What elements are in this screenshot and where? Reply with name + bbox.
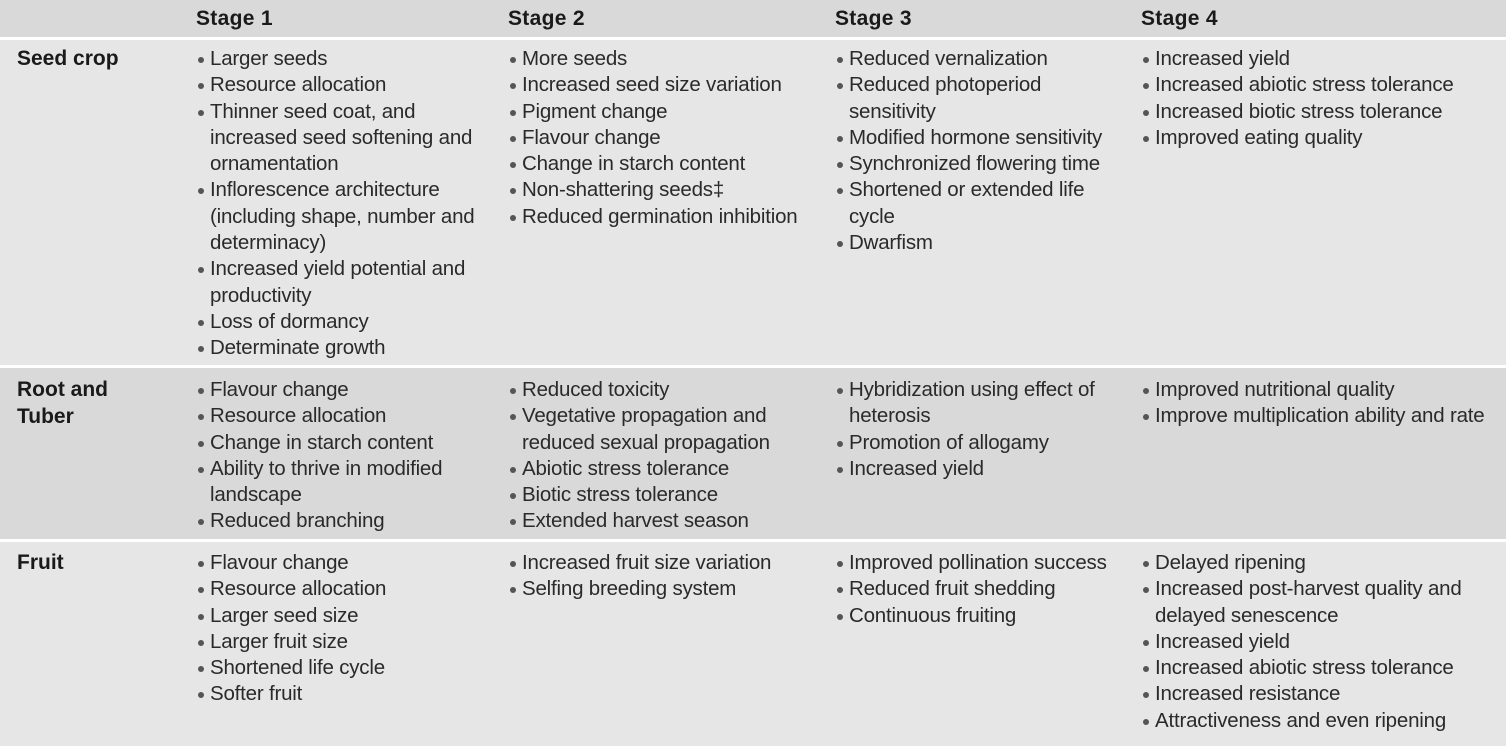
trait-item: Hybridization using effect of heterosis [835,377,1125,430]
trait-item: Reduced toxicity [508,377,818,403]
trait-item: Promotion of allogamy [835,430,1125,456]
trait-item: Change in starch content [196,430,496,456]
cell-root-tuber-stage-2 [508,377,818,535]
trait-item: Shortened or extended life cycle [835,177,1125,230]
trait-item: Flavour change [508,125,818,151]
trait-item: Increased post-harvest quality and delayed senescence [1141,576,1503,629]
table-row-fruit [0,542,1506,746]
trait-item: Larger seed size [196,603,496,629]
trait-item: Shortened life cycle [196,655,496,681]
trait-item: Continuous fruiting [835,603,1125,629]
trait-item: Biotic stress tolerance [508,482,818,508]
header-stage-1: Stage 1 [196,7,273,30]
trait-item: Vegetative propagation and reduced sexual propagation [508,403,818,456]
trait-item: Selfing breeding system [508,576,818,602]
row-label-seed-crop: Seed crop [17,47,119,70]
trait-item: Increased yield [1141,629,1503,655]
trait-item: Non-shattering seeds‡ [508,177,818,203]
cell-fruit-stage-3 [835,550,1125,629]
trait-item: More seeds [508,46,818,72]
trait-item: Loss of dormancy [196,309,496,335]
trait-item: Abiotic stress tolerance [508,456,818,482]
cell-seed-crop-stage-3 [835,46,1125,256]
trait-item: Flavour change [196,550,496,576]
trait-item: Reduced vernalization [835,46,1125,72]
trait-item: Synchronized flowering time [835,151,1125,177]
cell-seed-crop-stage-2 [508,46,818,230]
trait-item: Increased resistance [1141,681,1503,707]
trait-item: Improved pollination success [835,550,1125,576]
trait-item: Improved nutritional quality [1141,377,1503,403]
cell-root-tuber-stage-3 [835,377,1125,482]
trait-item: Determinate growth [196,335,496,361]
trait-item: Attractiveness and even ripening [1141,708,1503,734]
trait-item: Reduced branching [196,508,496,534]
trait-item: Increased yield potential and productivity [196,256,496,309]
row-label-fruit: Fruit [17,551,64,574]
trait-item: Pigment change [508,99,818,125]
cell-fruit-stage-1 [196,550,496,708]
trait-item: Increased abiotic stress tolerance [1141,72,1503,98]
cell-fruit-stage-2 [508,550,818,603]
trait-item: Resource allocation [196,576,496,602]
trait-item: Increased yield [835,456,1125,482]
trait-item: Larger seeds [196,46,496,72]
header-stage-3: Stage 3 [835,7,912,30]
trait-item: Ability to thrive in modified landscape [196,456,496,509]
trait-item: Improved eating quality [1141,125,1503,151]
trait-item: Softer fruit [196,681,496,707]
trait-item: Modified hormone sensitivity [835,125,1125,151]
trait-item: Resource allocation [196,403,496,429]
header-stage-2: Stage 2 [508,7,585,30]
table-row-root-and-tuber [0,368,1506,539]
trait-item: Larger fruit size [196,629,496,655]
trait-item: Inflorescence architecture (including shape, number and determinacy) [196,177,496,256]
trait-item: Delayed ripening [1141,550,1503,576]
trait-item: Thinner seed coat, and increased seed softening and ornamentation [196,99,496,178]
trait-item: Flavour change [196,377,496,403]
trait-item: Increased yield [1141,46,1503,72]
trait-item: Increased biotic stress tolerance [1141,99,1503,125]
cell-seed-crop-stage-1 [196,46,496,362]
trait-item: Increased seed size variation [508,72,818,98]
trait-item: Reduced photoperiod sensitivity [835,72,1125,125]
trait-item: Reduced fruit shedding [835,576,1125,602]
trait-item: Increased fruit size variation [508,550,818,576]
table-header-row [0,0,1506,37]
table-row-seed-crop [0,40,1506,365]
trait-item: Dwarfism [835,230,1125,256]
trait-item: Change in starch content [508,151,818,177]
cell-root-tuber-stage-1 [196,377,496,535]
trait-item: Increased abiotic stress tolerance [1141,655,1503,681]
trait-item: Extended harvest season [508,508,818,534]
row-label-root-and-tuber: Root and Tuber [17,378,108,428]
cell-seed-crop-stage-4 [1141,46,1503,151]
trait-item: Reduced germination inhibition [508,204,818,230]
cell-fruit-stage-4 [1141,550,1503,734]
header-stage-4: Stage 4 [1141,7,1218,30]
trait-item: Resource allocation [196,72,496,98]
trait-item: Improve multiplication ability and rate [1141,403,1503,429]
cell-root-tuber-stage-4 [1141,377,1503,430]
